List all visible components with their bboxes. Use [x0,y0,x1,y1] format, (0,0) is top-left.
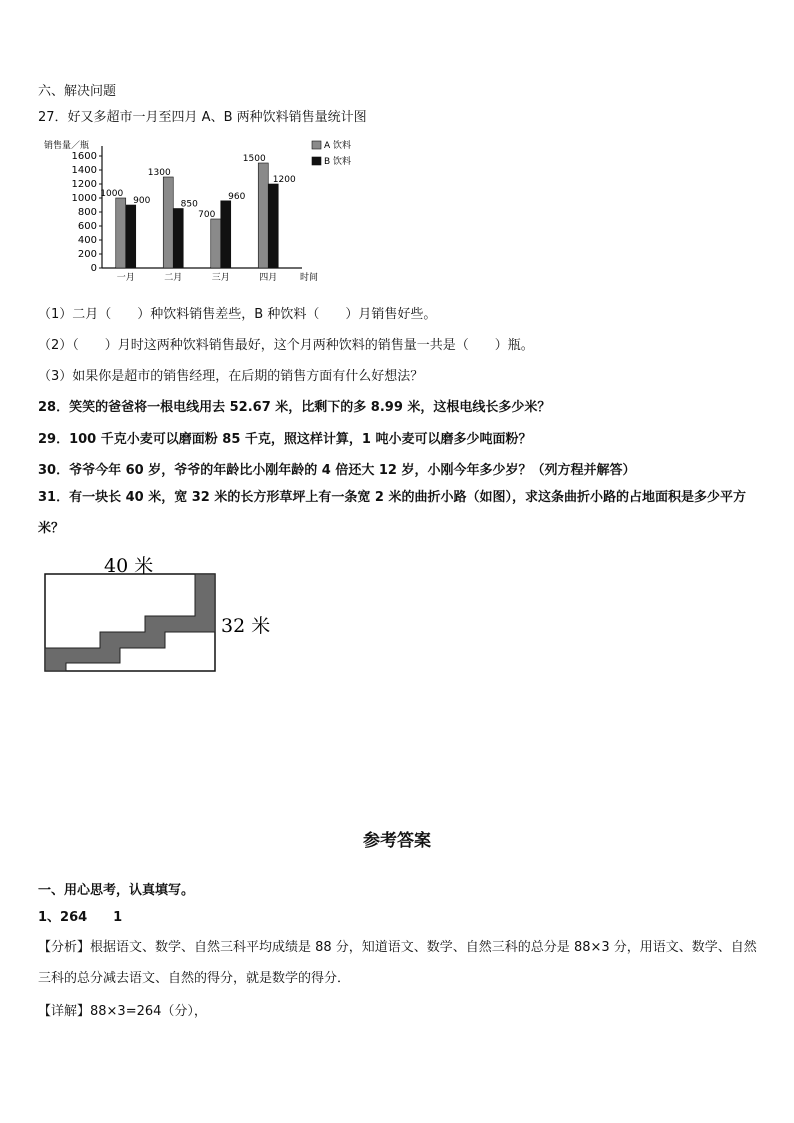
data-label: 1300 [147,168,171,178]
bar-a [211,219,221,268]
bar-a [258,163,268,268]
question-31: 31．有一块长 40 米，宽 32 米的长方形草坪上有一条宽 2 米的曲折小路（如图），求这条曲折小路的占地面积是多少平方米？ [38,490,746,536]
y-tick-label: 400 [77,235,97,246]
x-tick-label: 一月 [116,273,135,283]
bar-b [221,201,231,268]
legend-swatch [312,141,321,149]
section-title: 六、解决问题 [38,84,117,99]
legend-label: A 饮料 [324,141,352,151]
x-tick-label: 二月 [164,273,183,283]
bar-a [163,177,173,268]
y-tick-label: 1400 [71,165,97,176]
bar-b [126,205,136,268]
y-tick-label: 1000 [71,193,97,204]
data-label: 850 [180,199,198,210]
legend-label: B 饮料 [324,157,352,167]
data-label: 700 [198,210,216,220]
answer-analysis: 【分析】根据语文、数学、自然三科平均成绩是 88 分，知道语文、数学、自然三科的总分是 88×3 分，用语文、数学、自然三科的总分减去语文、自然的得分，就是数学的得分． [38,940,757,986]
y-tick-label: 800 [77,207,97,218]
question-27-sub3: （3）如果你是超市的销售经理，在后期的销售方面有什么好想法？ [38,369,424,384]
y-tick-label: 1600 [71,151,97,162]
answers-section-1: 一、用心思考，认真填写。 [38,883,195,898]
question-28: 28．笑笑的爸爸将一根电线用去 52.67 米，比剩下的多 8.99 米，这根电线长多少米？ [38,400,551,415]
y-tick-label: 1200 [71,179,97,190]
legend-swatch [312,157,321,165]
bar-a [116,198,126,268]
question-29: 29．100 千克小麦可以磨面粉 85 千克，照这样计算，1 吨小麦可以磨多少吨面粉？ [38,432,532,447]
bar-b [173,209,183,269]
y-axis-label: 销售量／瓶 [44,141,90,151]
y-tick-label: 200 [77,249,97,260]
data-label: 960 [228,191,246,202]
answer-detail: 【详解】88×3=264（分）， [38,1004,207,1019]
bar-b [268,184,278,268]
data-label: 1200 [272,175,296,185]
data-label: 900 [133,196,151,206]
x-tick-label: 三月 [211,273,230,283]
y-tick-label: 600 [77,221,97,232]
question-27-title: 27．好又多超市一月至四月 A、B 两种饮料销售量统计图 [38,110,367,125]
x-tick-label: 四月 [259,273,278,283]
data-label: 1000 [100,189,124,199]
y-tick-label: 0 [90,263,97,274]
question-30: 30．爷爷今年 60 岁，爷爷的年龄比小刚年龄的 4 倍还大 12 岁，小刚今年多少岁？（列方程并解答） [38,463,636,478]
bar-chart [40,136,370,286]
width-label: 32 米 [221,615,271,637]
lawn-path-figure [40,552,290,682]
question-27-sub1: （1）二月（ ）种饮料销售差些，B 种饮料（ ）月销售好些。 [38,307,437,322]
length-label: 40 米 [104,555,154,577]
question-27-sub2: （2）（ ）月时这两种饮料销售最好，这个月两种饮料的销售量一共是（ ）瓶。 [38,338,534,353]
answers-title: 参考答案 [363,831,431,851]
answer-item-1: 1、264 1 [38,910,123,925]
data-label: 1500 [242,154,266,164]
x-axis-label: 时间 [300,273,319,283]
